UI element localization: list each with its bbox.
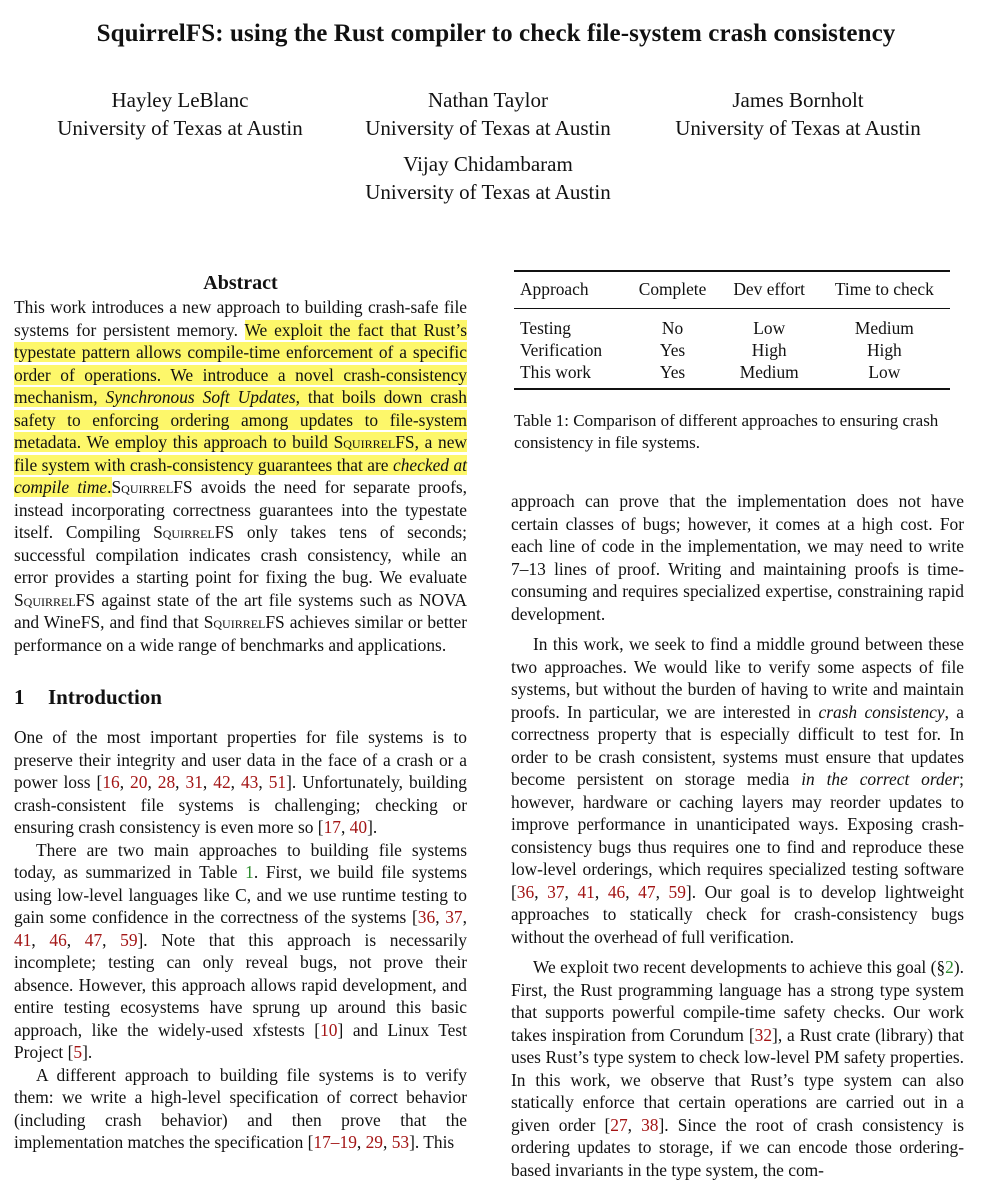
author-affiliation: University of Texas at Austin bbox=[365, 180, 611, 204]
intro-paragraph: There are two main approaches to building file systems today, as summarized in Table 1. First, we build file systems using low-level languages like C, and we use runtime testing to gain some confidence in the correctness of the systems [36, 37, 41, 46, 47, 59]. Note that this approach is necessarily incomplete; testing can only reveal bugs, not prove their absence. However, this approach allows rapid development, and entire testing ecosystems have sprung up around this basic approach, like the widely-used xfstests [10] and Linux Test Project [5]. bbox=[14, 839, 467, 1062]
left-column bbox=[14, 270, 467, 1154]
citation-link[interactable]: 36 bbox=[417, 907, 436, 927]
author-affiliation: University of Texas at Austin bbox=[57, 116, 303, 140]
citation-separator: , bbox=[462, 907, 467, 927]
abstract-intro: This work introduces a new approach to building crash-safe file systems for persistent memory. bbox=[14, 297, 467, 340]
author-block bbox=[348, 150, 628, 206]
table-cell: Yes bbox=[659, 340, 686, 360]
citation-separator: , bbox=[230, 772, 241, 792]
author-name: Hayley LeBlanc bbox=[111, 88, 249, 112]
intro-paragraph: One of the most important properties for file systems is to preserve their integrity and user data in the face of a crash or a power loss [16, 20, 28, 31, 42, 43, 51]. Unfortunately, building crash-consistent file systems is challenging; checking or ensuring crash consistency is even more so [17, 40]. bbox=[14, 727, 467, 837]
author-block bbox=[658, 86, 938, 142]
citation-link[interactable]: 5 bbox=[73, 1042, 83, 1062]
table-header: Dev effort bbox=[733, 279, 806, 299]
citation-separator: , bbox=[175, 772, 186, 792]
table-cell: Low bbox=[753, 318, 786, 338]
citation-separator: , bbox=[435, 907, 446, 927]
table-cell: This work bbox=[520, 362, 592, 382]
section-reference-link[interactable]: 2 bbox=[945, 957, 954, 977]
citation-link[interactable]: 31 bbox=[185, 772, 203, 792]
citation-separator: , bbox=[119, 772, 131, 792]
table-row bbox=[514, 339, 950, 361]
author-block bbox=[40, 86, 320, 142]
abstract-text: This work introduces a new approach to building crash-safe file systems for persistent memory. We exploit the fact that Rust’s typestate pattern allows compile-time enforcement of a specific order of operations. We introduce a novel crash-consistency mechanism, Synchronous Soft Updates, that boils down crash safety to enforcing ordering among updates to file-system metadata. We employ this approach to build SquirrelFS, a new file system with crash-consistency guarantees that are checked at compile time.SquirrelFS avoids the need for separate proofs, instead incorporating correctness guarantees into the typestate itself. Compiling SquirrelFS only takes tens of seconds; successful compilation indicates crash consistency, while an error provides a starting point for fixing the bug. We evaluate SquirrelFS against state of the art file systems such as NOVA and WineFS, and find that SquirrelFS achieves similar or better performance on a wide range of benchmarks and applications. bbox=[14, 297, 468, 655]
citation-link[interactable]: 20 bbox=[130, 772, 148, 792]
citation-link[interactable]: 16 bbox=[102, 772, 120, 792]
paper-title: SquirrelFS: using the Rust compiler to check file-system crash consistency bbox=[96, 20, 896, 47]
citation-link[interactable]: 47 bbox=[84, 929, 103, 950]
intro-paragraph: A different approach to building file systems is to verify them: we write a high-level specification of correct behavior (including crash behavior) and then prove that the implementation matches the specification [17–19, 29, 53]. This bbox=[14, 1064, 467, 1152]
citation-separator: , bbox=[102, 929, 121, 950]
citation-separator: , bbox=[356, 1132, 366, 1152]
author-block bbox=[348, 86, 628, 142]
citation-link[interactable]: 36 bbox=[516, 881, 535, 902]
author-name: Nathan Taylor bbox=[427, 88, 549, 112]
citation-link[interactable]: 17 bbox=[323, 817, 341, 837]
highlighted-text: We exploit the fact that Rust’s typestate pattern allows compile-time enforcement of a specific order of operations. We introduce a novel crash-consistency mechanism, Synchronous Soft Updates, that boils down crash safety to enforcing ordering among updates to file-system metadata. We employ this approach to build SquirrelFS, a new file system with crash-consistency guarantees that are checked at compile time. bbox=[14, 319, 467, 497]
table-cell: Yes bbox=[659, 362, 686, 382]
citation-link[interactable]: 40 bbox=[349, 817, 368, 837]
body-paragraph: In this work, we seek to find a middle ground between these two approaches. We would like to verify some aspects of file systems, but without the burden of having to write and maintain proofs. In particular, we are interested in crash consistency, a correctness property that is especially difficult to test for. In order to be crash consistent, systems must ensure that updates become persistent on storage media in the correct order; however, hardware or caching layers may reorder updates to improve performance in unanticipated ways. Exposing crash-consistency bugs thus requires one to find and reproduce these low-level orderings, which requires specialized testing software [36, 37, 41, 46, 47, 59]. Our goal is to develop lightweight approaches to statically check for crash-consistency bugs without the overhead of full verification. bbox=[511, 634, 965, 947]
author-affiliation: University of Texas at Austin bbox=[675, 116, 921, 140]
table-cell: Medium bbox=[854, 318, 914, 338]
citation-separator: , bbox=[564, 881, 578, 902]
citation-link[interactable]: 32 bbox=[754, 1024, 773, 1045]
table-cell: Low bbox=[868, 362, 901, 382]
citation-link[interactable]: 37 bbox=[547, 881, 565, 902]
citation-separator: , bbox=[66, 929, 85, 950]
table-row bbox=[514, 309, 950, 340]
citation-separator: , bbox=[534, 881, 548, 902]
table-caption: Table 1: Comparison of different approaches to ensuring crash consistency in file systems. bbox=[514, 411, 939, 452]
citation-link[interactable]: 27 bbox=[610, 1114, 628, 1135]
citation-link[interactable]: 38 bbox=[641, 1114, 659, 1135]
citation-separator: , bbox=[627, 1114, 642, 1135]
table-reference-link[interactable]: 1 bbox=[245, 862, 254, 882]
author-name: Vijay Chidambaram bbox=[403, 152, 573, 176]
citation-link[interactable]: 46 bbox=[607, 881, 626, 902]
abstract-heading: Abstract bbox=[203, 272, 278, 294]
citation-link[interactable]: 28 bbox=[157, 772, 176, 792]
table-cell: High bbox=[751, 340, 787, 360]
citation-link[interactable]: 29 bbox=[365, 1132, 383, 1152]
section-heading: 1 Introduction bbox=[14, 685, 162, 709]
body-paragraph: approach can prove that the implementation does not have certain classes of bugs; however, it comes at a high cost. For each line of code in the implementation, we may need to write 7–13 lines of proof. Writing and maintaining proofs is time-consuming and requires specialized expertise, constraining rapid development. bbox=[511, 491, 964, 624]
citation-separator: , bbox=[31, 929, 50, 950]
citation-link[interactable]: 42 bbox=[213, 772, 231, 792]
citation-separator: , bbox=[258, 772, 269, 792]
citation-link[interactable]: 41 bbox=[577, 881, 595, 902]
citation-separator: , bbox=[625, 881, 639, 902]
table-header: Time to check bbox=[834, 279, 934, 299]
citation-link[interactable]: 37 bbox=[445, 907, 463, 927]
table-cell: Testing bbox=[520, 318, 571, 338]
citation-link[interactable]: 10 bbox=[320, 1019, 338, 1040]
citation-link[interactable]: 43 bbox=[240, 772, 259, 792]
citation-link[interactable]: 59 bbox=[120, 929, 138, 950]
citation-separator: , bbox=[655, 881, 669, 902]
body-paragraph: We exploit two recent developments to achieve this goal (§2). First, the Rust programming language has a strong type system that supports powerful compile-time safety checks. Our work takes inspiration from Corundum [32], a Rust crate (library) that uses Rust’s type system to check low-level PM safety properties. In this work, we observe that Rust’s type system can also statically enforce that certain operations are carried out in a given order [27, 38]. Since the root of crash consistency is ordering updates to storage, if we can encode those ordering-based invariants in the type system, the com- bbox=[511, 957, 964, 1180]
citation-link[interactable]: 17–19 bbox=[313, 1132, 357, 1152]
citation-separator: , bbox=[594, 881, 608, 902]
table-cell: Medium bbox=[739, 362, 799, 382]
table-cell: Verification bbox=[520, 340, 603, 360]
comparison-table-block bbox=[514, 270, 950, 454]
table-header: Complete bbox=[638, 279, 707, 299]
comparison-table bbox=[514, 270, 950, 390]
table-cell: No bbox=[661, 318, 684, 338]
citation-separator: , bbox=[147, 772, 158, 792]
citation-link[interactable]: 51 bbox=[268, 772, 287, 792]
table-cell: High bbox=[866, 340, 902, 360]
citation-separator: , bbox=[382, 1132, 392, 1152]
table-header: Approach bbox=[520, 279, 589, 299]
citation-link[interactable]: 53 bbox=[391, 1132, 410, 1152]
author-name: James Bornholt bbox=[732, 88, 864, 112]
author-affiliation: University of Texas at Austin bbox=[365, 116, 611, 140]
table-row bbox=[514, 361, 950, 389]
citation-link[interactable]: 41 bbox=[14, 929, 32, 950]
citation-link[interactable]: 47 bbox=[638, 881, 656, 902]
citation-separator: , bbox=[202, 772, 214, 792]
right-column bbox=[511, 490, 964, 1181]
citation-separator: , bbox=[340, 817, 350, 837]
table-header-row bbox=[514, 271, 950, 309]
citation-link[interactable]: 59 bbox=[668, 881, 686, 902]
citation-link[interactable]: 46 bbox=[49, 929, 67, 950]
